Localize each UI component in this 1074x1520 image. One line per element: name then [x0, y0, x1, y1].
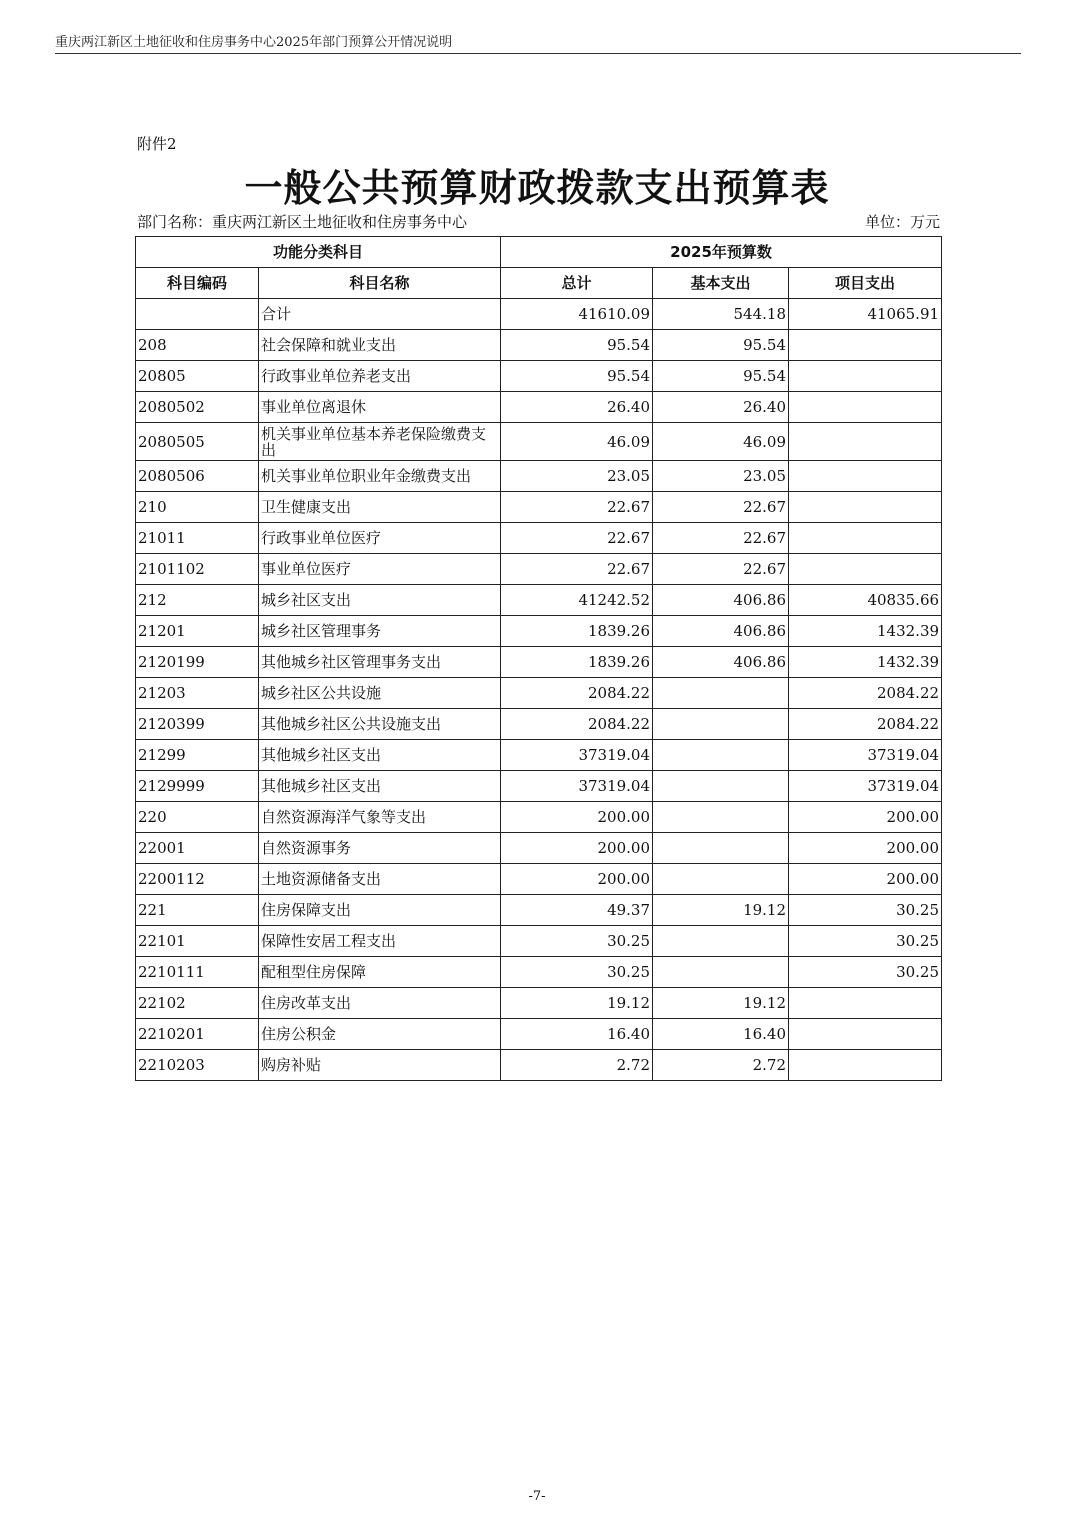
cell-name: 城乡社区支出 [259, 585, 501, 616]
cell-basic: 544.18 [653, 299, 789, 330]
table-row [136, 988, 942, 1019]
column-header-name: 科目名称 [259, 268, 501, 299]
table-row [136, 833, 942, 864]
table-row [136, 709, 942, 740]
page-title: 一般公共预算财政拨款支出预算表 [244, 166, 830, 210]
table-row [136, 330, 942, 361]
cell-project [789, 461, 942, 492]
cell-project [789, 492, 942, 523]
cell-name: 合计 [259, 299, 501, 330]
cell-project: 30.25 [789, 895, 942, 926]
cell-code: 2200112 [136, 864, 259, 895]
cell-name: 机关事业单位基本养老保险缴费支出 [259, 423, 501, 461]
cell-project: 200.00 [789, 802, 942, 833]
table-row [136, 554, 942, 585]
column-header-total: 总计 [501, 268, 653, 299]
table-row [136, 461, 942, 492]
cell-total: 22.67 [501, 492, 653, 523]
cell-basic: 22.67 [653, 554, 789, 585]
cell-total: 2.72 [501, 1050, 653, 1081]
table-row [136, 926, 942, 957]
cell-code: 21201 [136, 616, 259, 647]
cell-total: 22.67 [501, 523, 653, 554]
attachment-label: 附件2 [137, 135, 177, 153]
cell-name: 社会保障和就业支出 [259, 330, 501, 361]
table-body [136, 299, 942, 1081]
cell-basic: 23.05 [653, 461, 789, 492]
table-row [136, 647, 942, 678]
cell-code: 21299 [136, 740, 259, 771]
cell-project [789, 523, 942, 554]
cell-name: 事业单位医疗 [259, 554, 501, 585]
cell-project: 30.25 [789, 926, 942, 957]
table-row [136, 523, 942, 554]
cell-code: 21011 [136, 523, 259, 554]
page-number: -7- [528, 1489, 546, 1504]
cell-total: 1839.26 [501, 647, 653, 678]
cell-name: 住房保障支出 [259, 895, 501, 926]
cell-project [789, 392, 942, 423]
cell-basic: 46.09 [653, 423, 789, 461]
budget-table [135, 236, 942, 1081]
cell-name: 土地资源储备支出 [259, 864, 501, 895]
cell-code: 2210203 [136, 1050, 259, 1081]
table-row [136, 616, 942, 647]
running-header: 重庆两江新区土地征收和住房事务中心2025年部门预算公开情况说明 [55, 35, 453, 50]
cell-name: 其他城乡社区公共设施支出 [259, 709, 501, 740]
table-row [136, 1019, 942, 1050]
cell-total: 23.05 [501, 461, 653, 492]
cell-basic: 406.86 [653, 647, 789, 678]
cell-code: 2120199 [136, 647, 259, 678]
table-row [136, 957, 942, 988]
cell-project: 200.00 [789, 833, 942, 864]
cell-code: 2080505 [136, 423, 259, 461]
cell-basic: 16.40 [653, 1019, 789, 1050]
cell-project: 2084.22 [789, 678, 942, 709]
cell-code: 210 [136, 492, 259, 523]
cell-project [789, 988, 942, 1019]
cell-code: 20805 [136, 361, 259, 392]
cell-total: 22.67 [501, 554, 653, 585]
cell-basic: 19.12 [653, 895, 789, 926]
cell-total: 41242.52 [501, 585, 653, 616]
group-header-budget: 2025年预算数 [501, 237, 942, 268]
cell-project [789, 1019, 942, 1050]
cell-basic [653, 802, 789, 833]
cell-basic [653, 678, 789, 709]
cell-code: 2210111 [136, 957, 259, 988]
cell-code: 220 [136, 802, 259, 833]
cell-total: 200.00 [501, 802, 653, 833]
cell-basic: 406.86 [653, 616, 789, 647]
cell-name: 自然资源海洋气象等支出 [259, 802, 501, 833]
cell-code: 212 [136, 585, 259, 616]
cell-code: 21203 [136, 678, 259, 709]
cell-project: 37319.04 [789, 740, 942, 771]
cell-name: 卫生健康支出 [259, 492, 501, 523]
cell-total: 37319.04 [501, 740, 653, 771]
cell-basic: 22.67 [653, 492, 789, 523]
cell-basic [653, 709, 789, 740]
table-row [136, 299, 942, 330]
unit-label: 单位：万元 [864, 213, 940, 231]
cell-total: 95.54 [501, 361, 653, 392]
cell-project [789, 330, 942, 361]
cell-name: 行政事业单位养老支出 [259, 361, 501, 392]
group-header-function: 功能分类科目 [136, 237, 501, 268]
cell-basic: 95.54 [653, 330, 789, 361]
cell-basic [653, 771, 789, 802]
cell-project: 40835.66 [789, 585, 942, 616]
cell-name: 行政事业单位医疗 [259, 523, 501, 554]
cell-basic: 2.72 [653, 1050, 789, 1081]
cell-basic: 19.12 [653, 988, 789, 1019]
table-row [136, 895, 942, 926]
column-header-basic: 基本支出 [653, 268, 789, 299]
cell-name: 其他城乡社区支出 [259, 771, 501, 802]
cell-project: 200.00 [789, 864, 942, 895]
cell-name: 保障性安居工程支出 [259, 926, 501, 957]
cell-project [789, 554, 942, 585]
cell-total: 26.40 [501, 392, 653, 423]
table-row [136, 585, 942, 616]
cell-code: 22001 [136, 833, 259, 864]
cell-code: 221 [136, 895, 259, 926]
cell-name: 其他城乡社区支出 [259, 740, 501, 771]
cell-code: 22101 [136, 926, 259, 957]
table-row [136, 361, 942, 392]
table-row [136, 771, 942, 802]
cell-total: 37319.04 [501, 771, 653, 802]
table-row [136, 740, 942, 771]
table-row [136, 423, 942, 461]
table-row [136, 802, 942, 833]
cell-name: 住房公积金 [259, 1019, 501, 1050]
cell-project: 41065.91 [789, 299, 942, 330]
cell-total: 30.25 [501, 926, 653, 957]
cell-name: 住房改革支出 [259, 988, 501, 1019]
cell-code: 2101102 [136, 554, 259, 585]
cell-total: 41610.09 [501, 299, 653, 330]
cell-name: 购房补贴 [259, 1050, 501, 1081]
cell-code: 2210201 [136, 1019, 259, 1050]
cell-project: 37319.04 [789, 771, 942, 802]
cell-total: 1839.26 [501, 616, 653, 647]
cell-total: 49.37 [501, 895, 653, 926]
cell-basic [653, 740, 789, 771]
cell-basic [653, 926, 789, 957]
cell-code [136, 299, 259, 330]
cell-basic [653, 833, 789, 864]
cell-name: 城乡社区公共设施 [259, 678, 501, 709]
cell-name: 事业单位离退休 [259, 392, 501, 423]
cell-name: 机关事业单位职业年金缴费支出 [259, 461, 501, 492]
cell-name: 城乡社区管理事务 [259, 616, 501, 647]
cell-code: 2120399 [136, 709, 259, 740]
table-row [136, 492, 942, 523]
cell-name: 配租型住房保障 [259, 957, 501, 988]
cell-project: 1432.39 [789, 647, 942, 678]
column-header-project: 项目支出 [789, 268, 942, 299]
table-row [136, 392, 942, 423]
cell-name: 自然资源事务 [259, 833, 501, 864]
cell-basic: 26.40 [653, 392, 789, 423]
cell-project [789, 361, 942, 392]
cell-project: 2084.22 [789, 709, 942, 740]
cell-code: 208 [136, 330, 259, 361]
cell-project: 1432.39 [789, 616, 942, 647]
cell-total: 46.09 [501, 423, 653, 461]
cell-total: 2084.22 [501, 709, 653, 740]
department-label: 部门名称：重庆两江新区土地征收和住房事务中心 [137, 213, 468, 231]
cell-total: 200.00 [501, 833, 653, 864]
cell-total: 19.12 [501, 988, 653, 1019]
cell-project [789, 1050, 942, 1081]
cell-code: 2129999 [136, 771, 259, 802]
cell-basic [653, 957, 789, 988]
cell-total: 2084.22 [501, 678, 653, 709]
cell-basic: 95.54 [653, 361, 789, 392]
header-rule [55, 53, 1021, 54]
table-row [136, 1050, 942, 1081]
cell-code: 2080506 [136, 461, 259, 492]
table-row [136, 678, 942, 709]
cell-total: 200.00 [501, 864, 653, 895]
cell-total: 95.54 [501, 330, 653, 361]
cell-basic [653, 864, 789, 895]
cell-basic: 22.67 [653, 523, 789, 554]
cell-name: 其他城乡社区管理事务支出 [259, 647, 501, 678]
cell-code: 2080502 [136, 392, 259, 423]
cell-basic: 406.86 [653, 585, 789, 616]
column-header-code: 科目编码 [136, 268, 259, 299]
cell-project: 30.25 [789, 957, 942, 988]
cell-project [789, 423, 942, 461]
cell-total: 16.40 [501, 1019, 653, 1050]
table-row [136, 864, 942, 895]
cell-total: 30.25 [501, 957, 653, 988]
cell-code: 22102 [136, 988, 259, 1019]
